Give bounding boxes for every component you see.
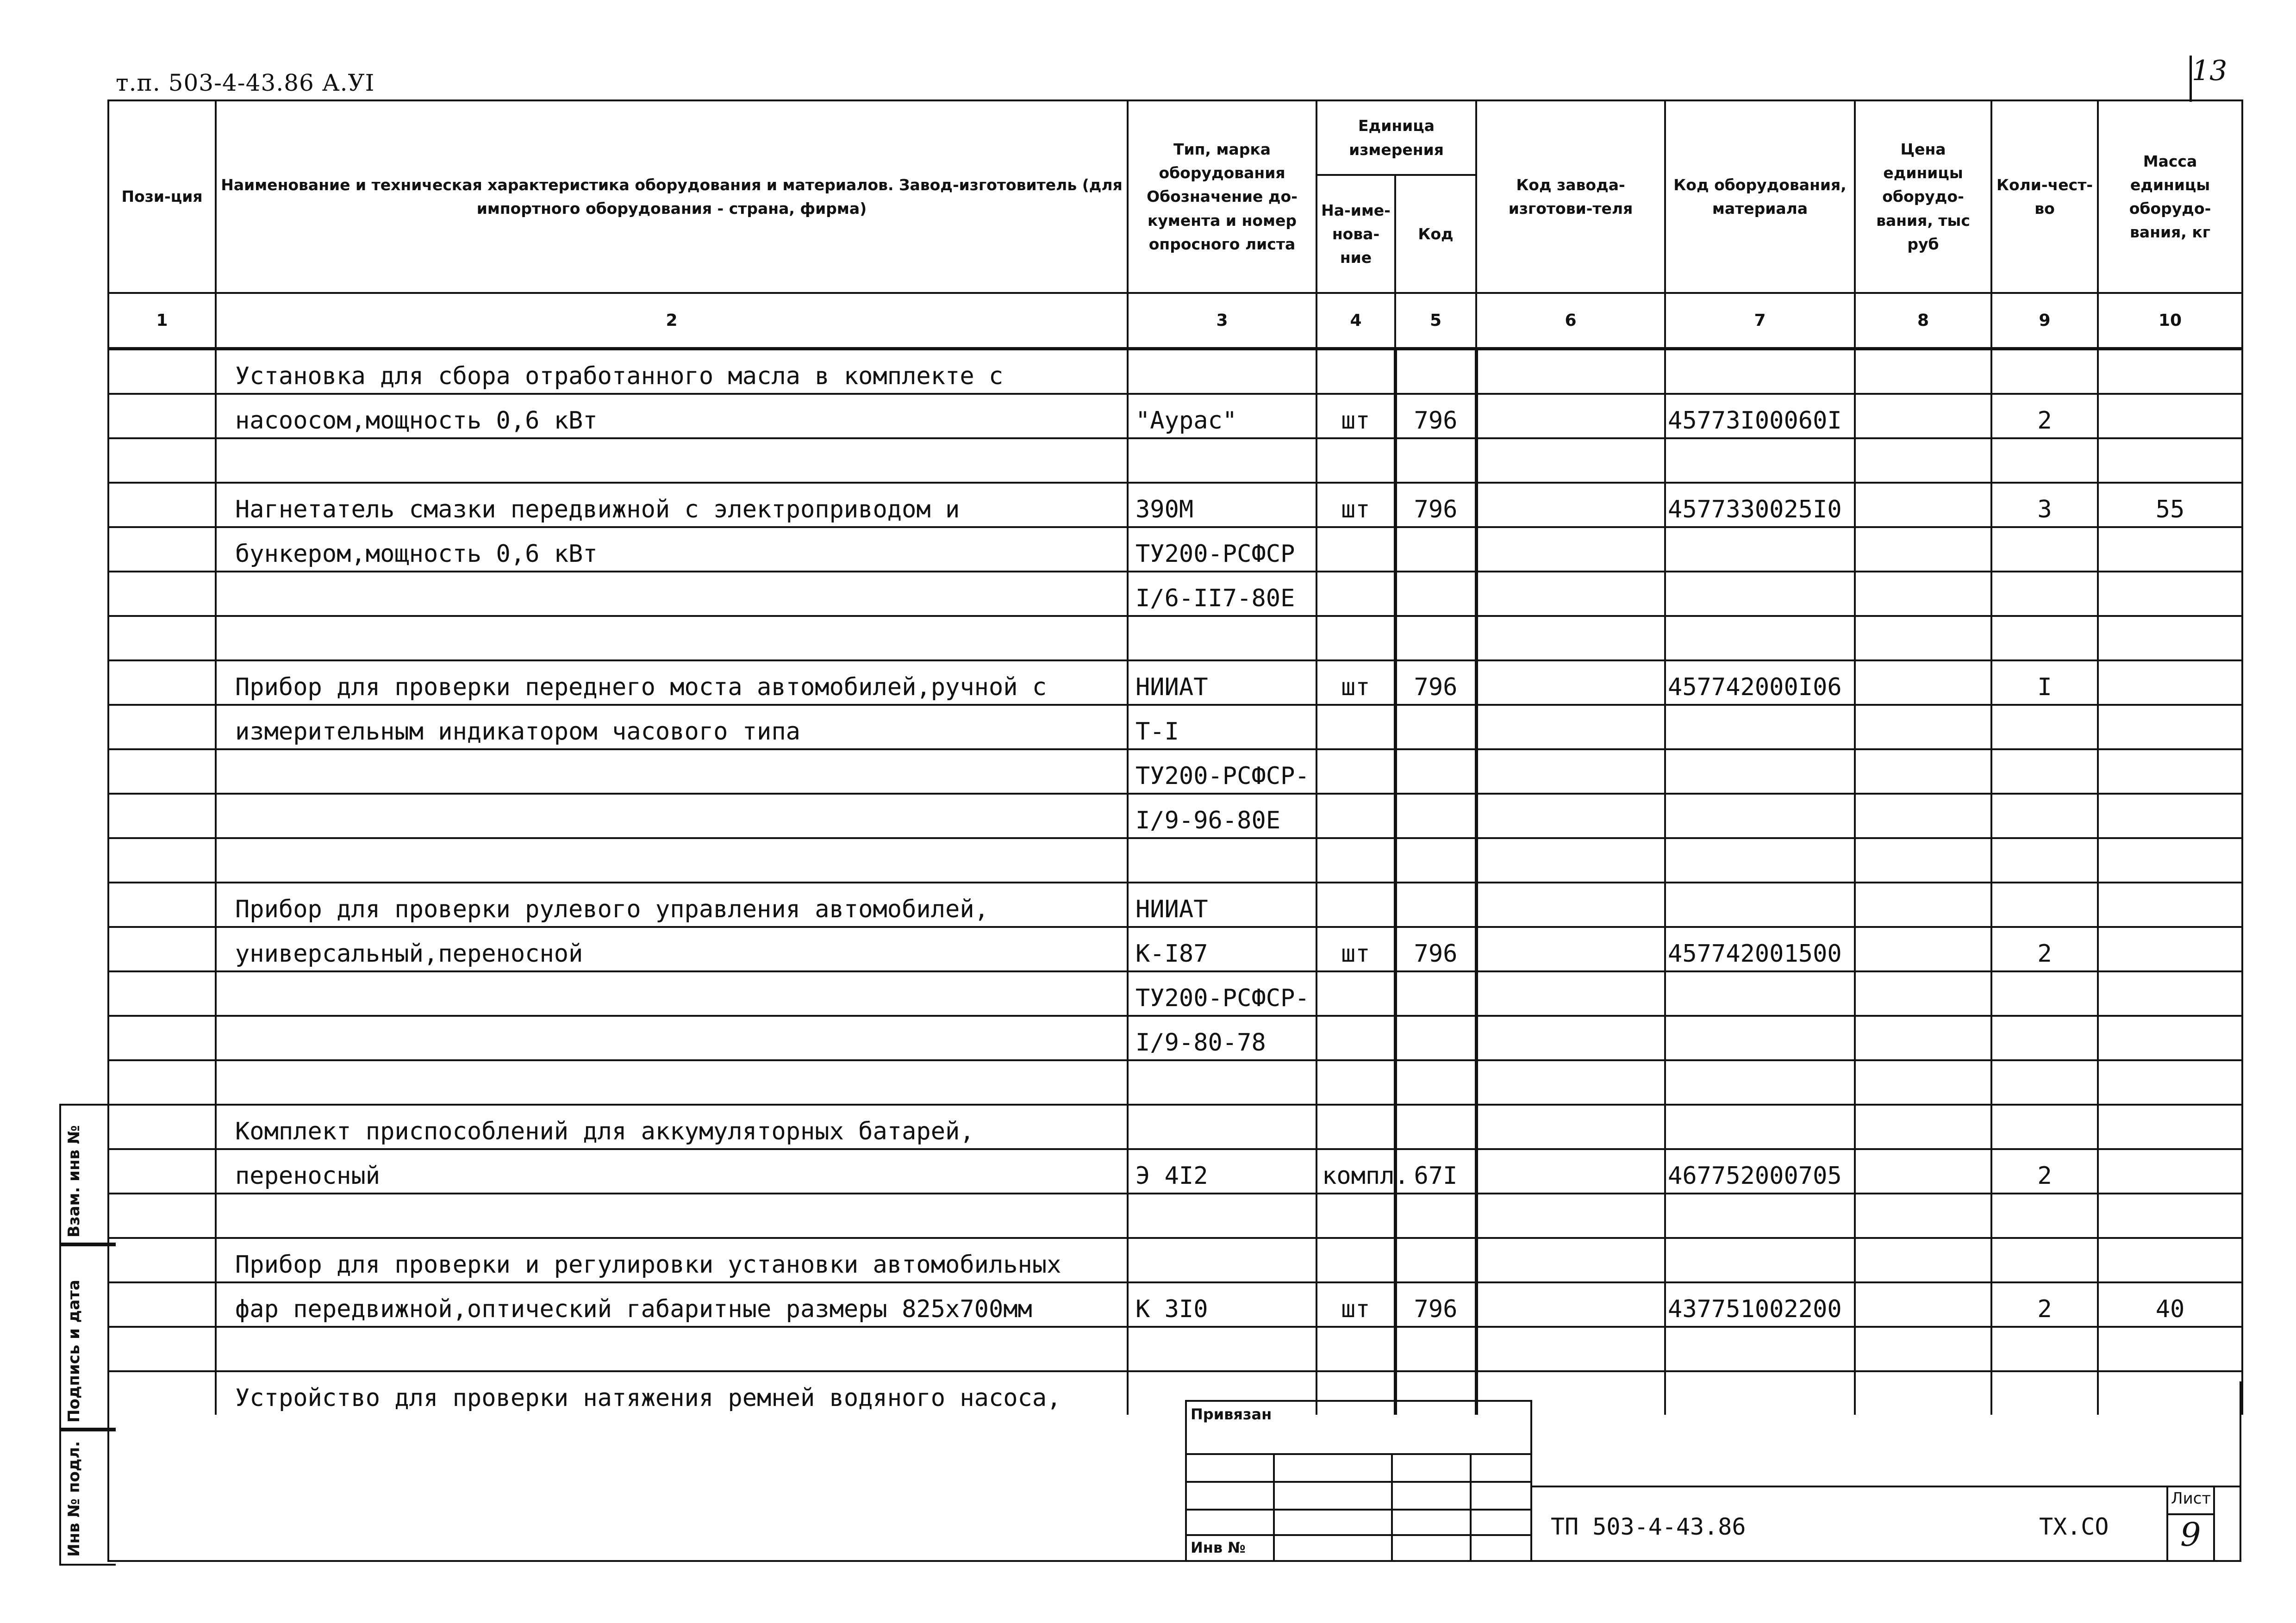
cell-price	[1855, 483, 1991, 527]
cell-position	[108, 927, 216, 971]
table-row	[108, 705, 2242, 749]
cell-unit-code	[1395, 971, 1476, 1016]
cell-price	[1855, 349, 1991, 394]
cell-name: насоосом,мощность 0,6 кВт	[216, 394, 1128, 438]
cell-quantity	[1991, 1105, 2098, 1149]
cell-name	[216, 572, 1128, 616]
table-row	[108, 349, 2242, 394]
cell-type	[1128, 1238, 1316, 1282]
cell-position	[108, 1194, 216, 1238]
cell-type: Э 4I2	[1128, 1149, 1316, 1194]
col-header-quantity: Коли-чест-во	[1991, 100, 2098, 293]
cell-position	[108, 749, 216, 794]
cell-mass	[2098, 349, 2242, 394]
side-label-vzam: Взам. инв №	[65, 1125, 83, 1237]
cell-name	[216, 1060, 1128, 1105]
cell-name: Установка для сбора отработанного масла в комплекте с	[216, 349, 1128, 394]
title-block-code: ТП 503-4-43.86	[1551, 1513, 1746, 1540]
cell-unit-code	[1395, 1238, 1476, 1282]
cell-maker-code	[1476, 1194, 1665, 1238]
cell-name: Комплект приспособлений для аккумуляторных батарей,	[216, 1105, 1128, 1149]
column-number: 1	[108, 293, 216, 349]
cell-equipment-code	[1665, 1016, 1855, 1060]
table-row	[108, 927, 2242, 971]
cell-position	[108, 616, 216, 660]
cell-mass	[2098, 1194, 2242, 1238]
cell-unit-code	[1395, 616, 1476, 660]
cell-type: К 3I0	[1128, 1282, 1316, 1327]
cell-name: Прибор для проверки переднего моста автомобилей,ручной с	[216, 660, 1128, 705]
cell-position	[108, 705, 216, 749]
cell-equipment-code	[1665, 883, 1855, 927]
cell-unit-code	[1395, 1105, 1476, 1149]
table-row	[108, 838, 2242, 883]
cell-quantity: 3	[1991, 483, 2098, 527]
cell-type: "Аурас"	[1128, 394, 1316, 438]
cell-position	[108, 1149, 216, 1194]
side-label-inv-podl: Инв № подл.	[65, 1441, 83, 1557]
cell-equipment-code	[1665, 616, 1855, 660]
cell-unit-code	[1395, 794, 1476, 838]
cell-type: ТУ200-РСФСР-	[1128, 749, 1316, 794]
cell-mass	[2098, 394, 2242, 438]
cell-price	[1855, 394, 1991, 438]
cell-type	[1128, 838, 1316, 883]
title-block-frame	[107, 1381, 2241, 1562]
sheet-number: 9	[2180, 1516, 2201, 1554]
cell-equipment-code	[1665, 838, 1855, 883]
cell-type	[1128, 349, 1316, 394]
cell-position	[108, 838, 216, 883]
cell-unit-code	[1395, 1327, 1476, 1371]
cell-unit	[1316, 883, 1395, 927]
cell-unit	[1316, 349, 1395, 394]
cell-quantity	[1991, 1194, 2098, 1238]
cell-type: ТУ200-РСФСР	[1128, 527, 1316, 572]
cell-equipment-code	[1665, 1327, 1855, 1371]
table-row	[108, 794, 2242, 838]
cell-quantity: 2	[1991, 1149, 2098, 1194]
cell-quantity: 2	[1991, 927, 2098, 971]
cell-mass	[2098, 705, 2242, 749]
cell-name: фар передвижной,оптический габаритные размеры 825х700мм	[216, 1282, 1128, 1327]
cell-quantity	[1991, 1327, 2098, 1371]
cell-price	[1855, 971, 1991, 1016]
cell-name	[216, 1016, 1128, 1060]
cell-position	[108, 483, 216, 527]
cell-maker-code	[1476, 971, 1665, 1016]
cell-price	[1855, 1105, 1991, 1149]
cell-name	[216, 971, 1128, 1016]
side-label-podpis: Подпись и дата	[65, 1280, 83, 1423]
cell-maker-code	[1476, 394, 1665, 438]
column-number: 5	[1395, 293, 1476, 349]
cell-quantity: 2	[1991, 1282, 2098, 1327]
table-row	[108, 660, 2242, 705]
cell-name: Устройство для проверки натяжения ремней водяного насоса,	[216, 1371, 1128, 1415]
cell-type	[1128, 1327, 1316, 1371]
cell-type: НИИАТ	[1128, 660, 1316, 705]
cell-maker-code	[1476, 705, 1665, 749]
cell-unit-code: 796	[1395, 927, 1476, 971]
cell-quantity	[1991, 1016, 2098, 1060]
cell-maker-code	[1476, 1105, 1665, 1149]
cell-position	[108, 1105, 216, 1149]
cell-price	[1855, 616, 1991, 660]
cell-name	[216, 838, 1128, 883]
cell-price	[1855, 883, 1991, 927]
cell-mass	[2098, 1105, 2242, 1149]
cell-maker-code	[1476, 838, 1665, 883]
cell-equipment-code	[1665, 572, 1855, 616]
cell-type: I/9-80-78	[1128, 1016, 1316, 1060]
cell-quantity	[1991, 349, 2098, 394]
cell-equipment-code	[1665, 1238, 1855, 1282]
col-header-unit-name: На-име-нова-ние	[1316, 175, 1395, 293]
cell-unit-code: 796	[1395, 1282, 1476, 1327]
cell-quantity	[1991, 1060, 2098, 1105]
cell-price	[1855, 1060, 1991, 1105]
table-row	[108, 527, 2242, 572]
table-row	[108, 394, 2242, 438]
cell-equipment-code: 4577330025I0	[1665, 483, 1855, 527]
cell-mass: 55	[2098, 483, 2242, 527]
table-row	[108, 1282, 2242, 1327]
table-row	[108, 1327, 2242, 1371]
cell-type: I/6-II7-80Е	[1128, 572, 1316, 616]
cell-name: универсальный,переносной	[216, 927, 1128, 971]
col-header-mass: Масса единицы оборудо-вания, кг	[2098, 100, 2242, 293]
stamp-label-privyazan: Привязан	[1191, 1405, 1272, 1423]
cell-name	[216, 1194, 1128, 1238]
col-header-equipment-code: Код оборудования, материала	[1665, 100, 1855, 293]
table-row	[108, 1060, 2242, 1105]
cell-mass	[2098, 971, 2242, 1016]
specification-table	[107, 99, 2243, 1415]
cell-mass	[2098, 927, 2242, 971]
cell-unit	[1316, 1105, 1395, 1149]
cell-quantity	[1991, 883, 2098, 927]
cell-type	[1128, 1105, 1316, 1149]
cell-mass	[2098, 838, 2242, 883]
cell-unit	[1316, 838, 1395, 883]
cell-equipment-code	[1665, 1194, 1855, 1238]
col-header-unit-group: Единица измерения	[1316, 100, 1476, 175]
cell-unit	[1316, 1060, 1395, 1105]
cell-maker-code	[1476, 1060, 1665, 1105]
cell-maker-code	[1476, 883, 1665, 927]
cell-type	[1128, 1194, 1316, 1238]
cell-price	[1855, 705, 1991, 749]
cell-quantity	[1991, 838, 2098, 883]
table-row	[108, 883, 2242, 927]
cell-name: бункером,мощность 0,6 кВт	[216, 527, 1128, 572]
cell-equipment-code	[1665, 438, 1855, 483]
cell-maker-code	[1476, 438, 1665, 483]
cell-type: Т-I	[1128, 705, 1316, 749]
cell-unit-code: 796	[1395, 660, 1476, 705]
cell-name: Прибор для проверки и регулировки установки автомобильных	[216, 1238, 1128, 1282]
cell-price	[1855, 1194, 1991, 1238]
document-code: т.п. 503-4-43.86 А.УI	[116, 69, 375, 96]
cell-mass	[2098, 1327, 2242, 1371]
cell-unit	[1316, 705, 1395, 749]
cell-unit: шт	[1316, 1282, 1395, 1327]
cell-mass	[2098, 572, 2242, 616]
cell-unit-code: 796	[1395, 394, 1476, 438]
sheet-label: Лист	[2171, 1489, 2211, 1508]
cell-equipment-code	[1665, 1060, 1855, 1105]
title-block-divider	[1532, 1486, 2241, 1487]
cell-unit: компл.	[1316, 1149, 1395, 1194]
cell-price	[1855, 1327, 1991, 1371]
cell-unit-code: 796	[1395, 483, 1476, 527]
cell-maker-code	[1476, 794, 1665, 838]
cell-mass	[2098, 1149, 2242, 1194]
cell-mass	[2098, 883, 2242, 927]
cell-name: измерительным индикатором часового типа	[216, 705, 1128, 749]
cell-name	[216, 749, 1128, 794]
cell-type	[1128, 1060, 1316, 1105]
cell-name	[216, 794, 1128, 838]
cell-unit-code	[1395, 1060, 1476, 1105]
cell-quantity: 2	[1991, 394, 2098, 438]
table-row	[108, 572, 2242, 616]
side-field-vzam	[59, 1104, 116, 1246]
cell-equipment-code	[1665, 794, 1855, 838]
cell-equipment-code: 457742001500	[1665, 927, 1855, 971]
table-row	[108, 1149, 2242, 1194]
cell-name	[216, 438, 1128, 483]
cell-quantity	[1991, 527, 2098, 572]
cell-quantity	[1991, 616, 2098, 660]
table-row	[108, 616, 2242, 660]
cell-mass	[2098, 1060, 2242, 1105]
cell-unit	[1316, 971, 1395, 1016]
cell-maker-code	[1476, 1016, 1665, 1060]
col-header-maker-code: Код завода-изготови-теля	[1476, 100, 1665, 293]
cell-position	[108, 971, 216, 1016]
cell-quantity	[1991, 971, 2098, 1016]
col-header-price: Цена единицы оборудо-вания, тыс руб	[1855, 100, 1991, 293]
cell-position	[108, 660, 216, 705]
cell-unit	[1316, 527, 1395, 572]
table-row	[108, 438, 2242, 483]
table-row	[108, 1016, 2242, 1060]
column-number: 4	[1316, 293, 1395, 349]
cell-unit-code	[1395, 749, 1476, 794]
cell-unit: шт	[1316, 927, 1395, 971]
cell-name: Прибор для проверки рулевого управления автомобилей,	[216, 883, 1128, 927]
cell-unit-code	[1395, 838, 1476, 883]
cell-unit-code	[1395, 705, 1476, 749]
cell-mass	[2098, 527, 2242, 572]
cell-maker-code	[1476, 483, 1665, 527]
cell-unit	[1316, 572, 1395, 616]
column-number: 3	[1128, 293, 1316, 349]
cell-maker-code	[1476, 749, 1665, 794]
cell-unit	[1316, 1194, 1395, 1238]
cell-unit	[1316, 794, 1395, 838]
cell-price	[1855, 1238, 1991, 1282]
cell-equipment-code	[1665, 749, 1855, 794]
cell-mass	[2098, 749, 2242, 794]
cell-maker-code	[1476, 527, 1665, 572]
cell-position	[108, 349, 216, 394]
cell-unit	[1316, 616, 1395, 660]
column-number-row	[108, 293, 2242, 349]
cell-position	[108, 794, 216, 838]
column-number: 6	[1476, 293, 1665, 349]
cell-maker-code	[1476, 660, 1665, 705]
cell-name: Нагнетатель смазки передвижной с электроприводом и	[216, 483, 1128, 527]
cell-unit-code	[1395, 1194, 1476, 1238]
cell-position	[108, 572, 216, 616]
cell-quantity	[1991, 749, 2098, 794]
cell-price	[1855, 1149, 1991, 1194]
table-row	[108, 483, 2242, 527]
column-number: 8	[1855, 293, 1991, 349]
cell-price	[1855, 927, 1991, 971]
title-block-sheet-code: ТХ.СО	[2039, 1513, 2109, 1540]
cell-position	[108, 883, 216, 927]
column-number: 7	[1665, 293, 1855, 349]
cell-quantity	[1991, 705, 2098, 749]
col-header-type: Тип, марка оборудования Обозначение до-кумента и номер опросного листа	[1128, 100, 1316, 293]
column-number: 9	[1991, 293, 2098, 349]
cell-unit: шт	[1316, 394, 1395, 438]
cell-type	[1128, 616, 1316, 660]
cell-unit-code	[1395, 527, 1476, 572]
cell-position	[108, 394, 216, 438]
cell-position	[108, 527, 216, 572]
cell-type: I/9-96-80Е	[1128, 794, 1316, 838]
cell-unit	[1316, 1238, 1395, 1282]
cell-equipment-code: 45773I00060I	[1665, 394, 1855, 438]
cell-equipment-code	[1665, 971, 1855, 1016]
cell-unit	[1316, 1016, 1395, 1060]
cell-equipment-code: 437751002200	[1665, 1282, 1855, 1327]
cell-equipment-code: 457742000I06	[1665, 660, 1855, 705]
col-header-name: Наименование и техническая характеристика оборудования и материалов. Завод-изготовитель (для импортного оборудования - страна, фирма)	[216, 100, 1128, 293]
cell-type: 390М	[1128, 483, 1316, 527]
cell-price	[1855, 1282, 1991, 1327]
cell-unit	[1316, 1327, 1395, 1371]
cell-position	[108, 1282, 216, 1327]
cell-type: ТУ200-РСФСР-	[1128, 971, 1316, 1016]
table-row	[108, 749, 2242, 794]
cell-position	[108, 1327, 216, 1371]
cell-type	[1128, 438, 1316, 483]
cell-position	[108, 1060, 216, 1105]
cell-unit-code	[1395, 1016, 1476, 1060]
cell-unit-code: 67I	[1395, 1149, 1476, 1194]
cell-type: К-I87	[1128, 927, 1316, 971]
cell-unit	[1316, 749, 1395, 794]
cell-unit-code	[1395, 883, 1476, 927]
cell-price	[1855, 838, 1991, 883]
col-header-position: Пози-ция	[108, 100, 216, 293]
cell-mass	[2098, 660, 2242, 705]
cell-quantity	[1991, 1238, 2098, 1282]
table-row	[108, 1194, 2242, 1238]
cell-mass	[2098, 1016, 2242, 1060]
cell-maker-code	[1476, 1149, 1665, 1194]
cell-name: переносный	[216, 1149, 1128, 1194]
cell-quantity	[1991, 438, 2098, 483]
cell-unit: шт	[1316, 483, 1395, 527]
cell-quantity: I	[1991, 660, 2098, 705]
cell-price	[1855, 660, 1991, 705]
cell-unit-code	[1395, 572, 1476, 616]
cell-mass	[2098, 1238, 2242, 1282]
column-number: 10	[2098, 293, 2242, 349]
cell-price	[1855, 572, 1991, 616]
cell-unit	[1316, 438, 1395, 483]
cell-equipment-code	[1665, 1105, 1855, 1149]
cell-maker-code	[1476, 1238, 1665, 1282]
cell-mass	[2098, 438, 2242, 483]
cell-unit-code	[1395, 349, 1476, 394]
cell-equipment-code: 467752000705	[1665, 1149, 1855, 1194]
cell-position	[108, 438, 216, 483]
cell-price	[1855, 794, 1991, 838]
binding-stamp	[1185, 1400, 1532, 1562]
cell-name	[216, 1327, 1128, 1371]
cell-price	[1855, 438, 1991, 483]
cell-name	[216, 616, 1128, 660]
cell-unit: шт	[1316, 660, 1395, 705]
cell-maker-code	[1476, 349, 1665, 394]
table-row	[108, 971, 2242, 1016]
cell-position	[108, 1016, 216, 1060]
table-row	[108, 1105, 2242, 1149]
cell-quantity	[1991, 794, 2098, 838]
cell-price	[1855, 749, 1991, 794]
stamp-label-inv: Инв №	[1191, 1539, 1246, 1556]
cell-mass: 40	[2098, 1282, 2242, 1327]
column-number: 2	[216, 293, 1128, 349]
col-header-unit-code: Код	[1395, 175, 1476, 293]
cell-price	[1855, 527, 1991, 572]
cell-unit-code	[1395, 438, 1476, 483]
page-mark: 13	[2192, 55, 2227, 87]
cell-maker-code	[1476, 616, 1665, 660]
cell-equipment-code	[1665, 527, 1855, 572]
cell-maker-code	[1476, 1327, 1665, 1371]
cell-mass	[2098, 616, 2242, 660]
cell-mass	[2098, 794, 2242, 838]
cell-maker-code	[1476, 927, 1665, 971]
cell-equipment-code	[1665, 705, 1855, 749]
cell-maker-code	[1476, 572, 1665, 616]
cell-position	[108, 1238, 216, 1282]
cell-type: НИИАТ	[1128, 883, 1316, 927]
cell-equipment-code	[1665, 349, 1855, 394]
table-row	[108, 1238, 2242, 1282]
cell-quantity	[1991, 572, 2098, 616]
cell-maker-code	[1476, 1282, 1665, 1327]
cell-price	[1855, 1016, 1991, 1060]
